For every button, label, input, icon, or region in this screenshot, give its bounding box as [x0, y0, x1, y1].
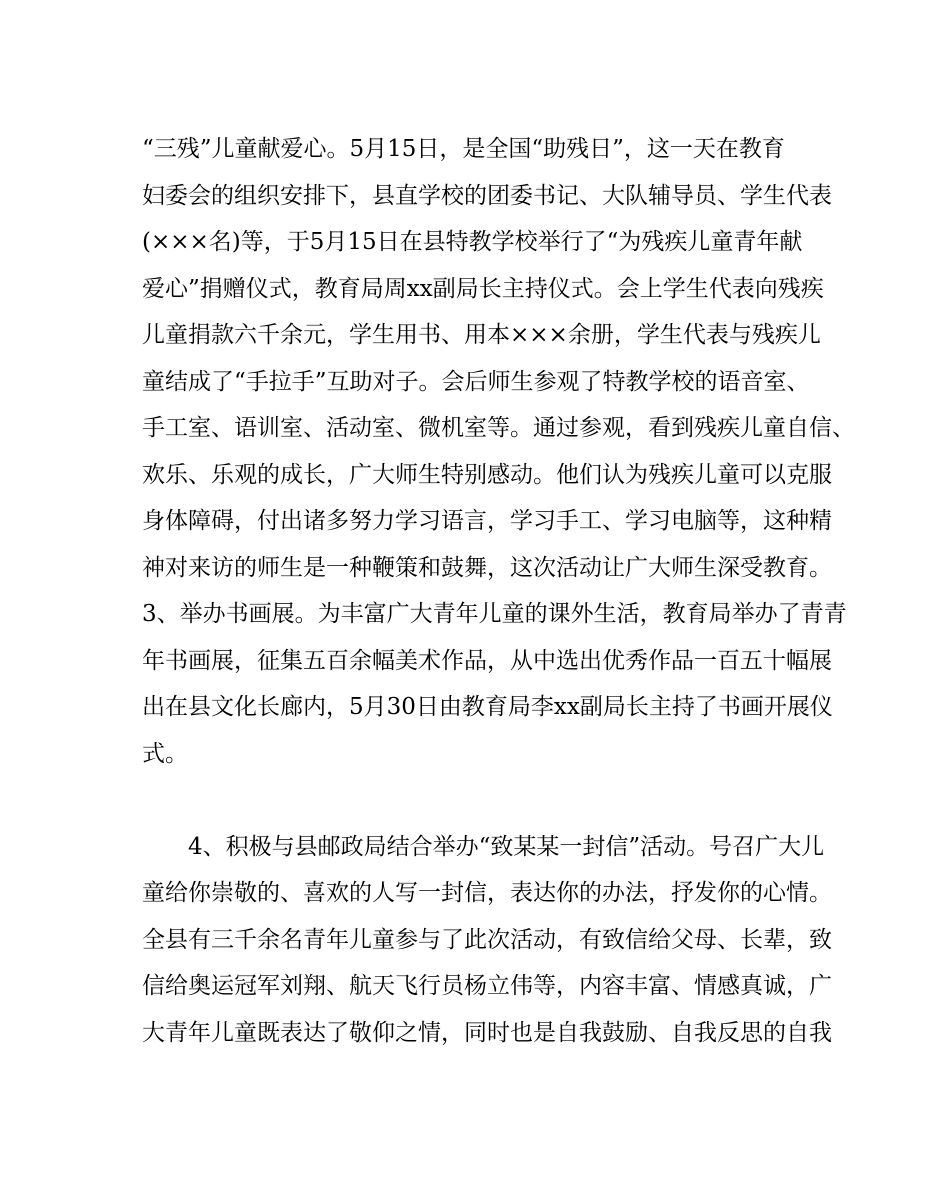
- text-line: 全县有三千余名青年儿童参与了此次活动，有致信给父母、长辈，致: [142, 926, 832, 953]
- paragraph-gap: [142, 777, 822, 824]
- text-line: 大青年儿童既表达了敬仰之情，同时也是自我鼓励、自我反思的自我: [142, 1019, 832, 1046]
- text-line-indented: 4、积极与县邮政局结合举办“致某某一封信”活动。号召广大儿: [188, 833, 825, 860]
- text-line: 3、举办书画展。为丰富广大青年儿童的课外生活，教育局举办了青青: [142, 601, 847, 627]
- text-line: 神对来访的师生是一种鞭策和鼓舞，这次活动让广大师生深受教育。: [142, 554, 832, 581]
- text-line: 欢乐、乐观的成长，广大师生特别感动。他们认为残疾儿童可以克服: [142, 461, 832, 488]
- text-line: 年书画展，征集五百余幅美术作品，从中选出优秀作品一百五十幅展: [142, 647, 832, 674]
- text-line: 童结成了“手拉手”互助对子。会后师生参观了特教学校的语音室、: [142, 368, 810, 395]
- text-line: 童给你崇敬的、喜欢的人写一封信，表达你的办法，抒发你的心情。: [142, 880, 832, 906]
- text-line: 爱心”捐赠仪式，教育局周xx副局长主持仪式。会上学生代表向残疾: [142, 275, 824, 302]
- text-line: 妇委会的组织安排下，县直学校的团委书记、大队辅导员、学生代表: [142, 182, 832, 209]
- text-line: 手工室、语训室、活动室、微机室等。通过参观，看到残疾儿童自信、: [142, 415, 855, 441]
- text-line: (×××名)等，于5月15日在县特教学校举行了“为残疾儿童青年献: [142, 229, 803, 255]
- text-line: “三残”儿童献爱心。5月15日，是全国“助残日”，这一天在教育: [142, 136, 785, 162]
- text-line: 出在县文化长廊内，5月30日由教育局李xx副局长主持了书画开展仪: [142, 694, 833, 720]
- text-line: 身体障碍，付出诸多努力学习语言，学习手工、学习电脑等，这种精: [142, 508, 832, 534]
- text-line: 儿童捐款六千余元，学生用书、用本×××余册，学生代表与残疾儿: [142, 322, 821, 348]
- text-line: 式。: [142, 740, 188, 767]
- body-text: [142, 126, 855, 1056]
- text-line: 信给奥运冠军刘翔、航天飞行员杨立伟等，内容丰富、情感真诚，广: [142, 973, 832, 999]
